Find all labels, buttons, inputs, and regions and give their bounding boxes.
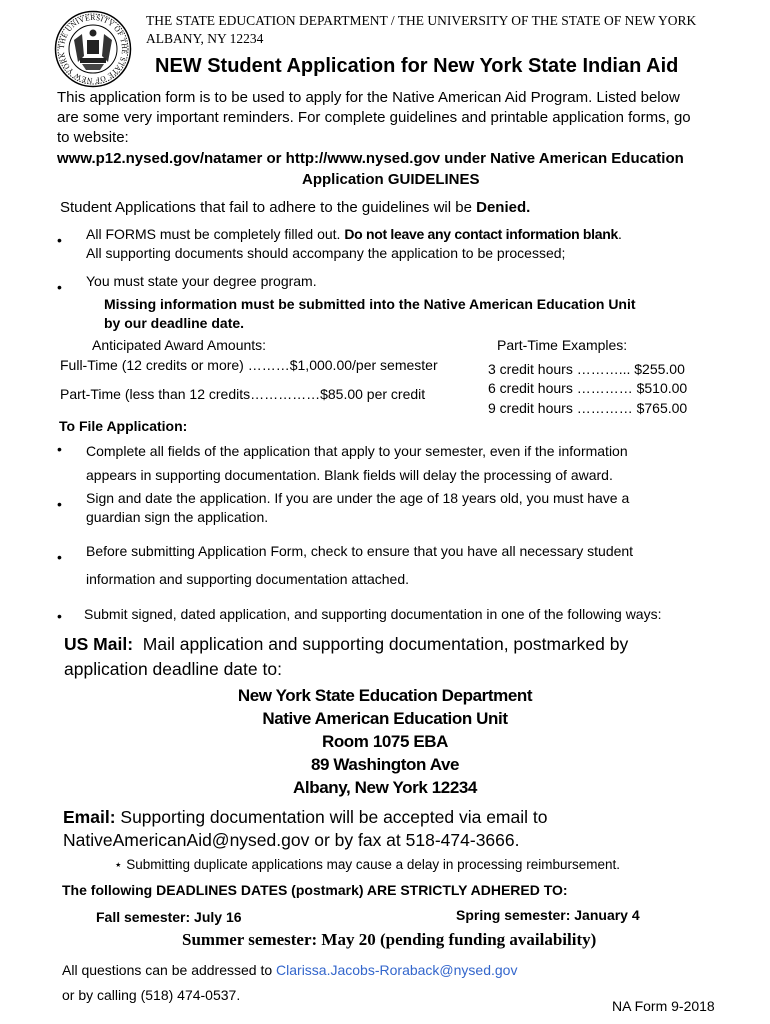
fall-deadline: Fall semester: July 16 — [96, 909, 242, 925]
duplicate-note-text: Submitting duplicate applications may cause a delay in processing reimbursement. — [126, 857, 620, 872]
email-fax-line: NativeAmericanAid@nysed.gov or by fax at 518-474-3666. — [63, 830, 520, 850]
forms-reminder-end: . — [617, 226, 622, 242]
us-mail-text: Mail application and supporting documentation, postmarked by — [142, 634, 629, 654]
intro-line-3: to website: — [57, 129, 129, 146]
degree-reminder: You must state your degree program. — [86, 273, 317, 289]
agency-name: THE STATE EDUCATION DEPARTMENT / THE UNIVERSITY OF THE STATE OF NEW YORK — [146, 13, 697, 28]
address-line-4: 89 Washington Ave — [310, 755, 460, 774]
duplicate-note — [114, 856, 620, 873]
bullet-icon: • — [57, 496, 62, 512]
bullet-icon: • — [57, 549, 62, 565]
bullet-icon: • — [57, 232, 62, 248]
to-file-item-2-line-1: Sign and date the application. If you are under the age of 18 years old, you must have a — [86, 490, 630, 506]
forms-reminder-text: All FORMS must be completely filled out. — [86, 226, 345, 242]
nys-seal-logo — [54, 10, 132, 88]
contact-text: All questions can be addressed to — [62, 962, 277, 978]
form-number: NA Form 9-2018 — [612, 998, 715, 1014]
parttime-examples-heading: Part-Time Examples: — [497, 337, 628, 353]
example-9-credits: 9 credit hours ………… $765.00 — [488, 400, 688, 416]
website-line: www.p12.nysed.gov/natamer or http://www.nysed.gov under Native American Education — [57, 150, 684, 167]
page-title: NEW Student Application for New York State Indian Aid — [155, 55, 679, 77]
email-instruction — [63, 806, 547, 828]
spring-deadline: Spring semester: January 4 — [456, 907, 640, 923]
to-file-heading: To File Application: — [59, 418, 188, 434]
svg-text:THE UNIVERSITY OF THE STATE OF: THE UNIVERSITY OF THE STATE OF NEW YORK — [56, 12, 130, 86]
missing-info-line-2: by our deadline date. — [104, 315, 245, 331]
bullet-icon: • — [57, 441, 62, 457]
deadlines-heading: The following DEADLINES DATES (postmark) ARE STRICTLY ADHERED TO: — [62, 882, 568, 898]
to-file-item-2-line-2: guardian sign the application. — [86, 509, 269, 525]
intro-line-1: This application form is to be used to apply for the Native American Aid Program. Listed below — [57, 89, 680, 106]
to-file-item-1-line-1: Complete all fields of the application that apply to your semester, even if the information — [86, 443, 628, 459]
to-file-item-1-line-2: appears in supporting documentation. Blank fields will delay the processing of award. — [86, 467, 613, 483]
star-icon: ⋆ — [114, 857, 123, 872]
denied-notice-text: Student Applications that fail to adhere to the guidelines wil be — [60, 199, 477, 216]
summer-deadline: Summer semester: May 20 (pending funding availability) — [182, 930, 597, 949]
us-mail-label: US Mail: — [64, 634, 134, 654]
to-file-item-3-line-1: Before submitting Application Form, check to ensure that you have all necessary student — [86, 543, 634, 559]
contact-line — [62, 961, 517, 979]
address-line-3: Room 1075 EBA — [321, 732, 449, 751]
to-file-item-3-line-2: information and supporting documentation attached. — [86, 571, 409, 587]
email-text: Supporting documentation will be accepted via email to — [120, 807, 548, 827]
us-mail-text-line-2: application deadline date to: — [64, 659, 282, 679]
address-line-1: New York State Education Department — [237, 686, 533, 705]
us-mail-instruction — [64, 633, 628, 655]
email-label: Email: — [63, 807, 116, 827]
guidelines-line: Application GUIDELINES — [302, 171, 480, 188]
denied-notice — [60, 198, 530, 217]
example-6-credits: 6 credit hours ………… $510.00 — [488, 380, 688, 396]
parttime-award: Part-Time (less than 12 credits……………$85.00 per credit — [60, 386, 426, 402]
address-line-5: Albany, New York 12234 — [293, 778, 477, 797]
contact-email-link[interactable]: Clarissa.Jacobs-Roraback@nysed.gov — [276, 962, 518, 978]
example-3-credits: 3 credit hours ………... $255.00 — [488, 361, 685, 377]
bullet-icon: • — [57, 279, 62, 295]
denied-emphasis: Denied. — [476, 199, 531, 216]
contact-warning: Do not leave any contact information blank — [344, 226, 618, 242]
missing-info-line-1: Missing information must be submitted into the Native American Education Unit — [104, 296, 636, 312]
award-amounts-heading: Anticipated Award Amounts: — [92, 337, 267, 353]
agency-address: ALBANY, NY 12234 — [146, 31, 264, 46]
supporting-docs-reminder: All supporting documents should accompany the application to be processed; — [86, 245, 566, 261]
address-line-2: Native American Education Unit — [262, 709, 508, 728]
intro-line-2: are some very important reminders. For complete guidelines and printable application forms, go — [57, 109, 691, 126]
contact-phone: or by calling (518) 474-0537. — [62, 987, 241, 1003]
fulltime-award: Full-Time (12 credits or more) ………$1,000.00/per semester — [60, 357, 438, 373]
forms-reminder — [86, 225, 622, 243]
bullet-icon: • — [57, 608, 62, 624]
to-file-item-4: Submit signed, dated application, and supporting documentation in one of the following ways: — [84, 606, 662, 622]
